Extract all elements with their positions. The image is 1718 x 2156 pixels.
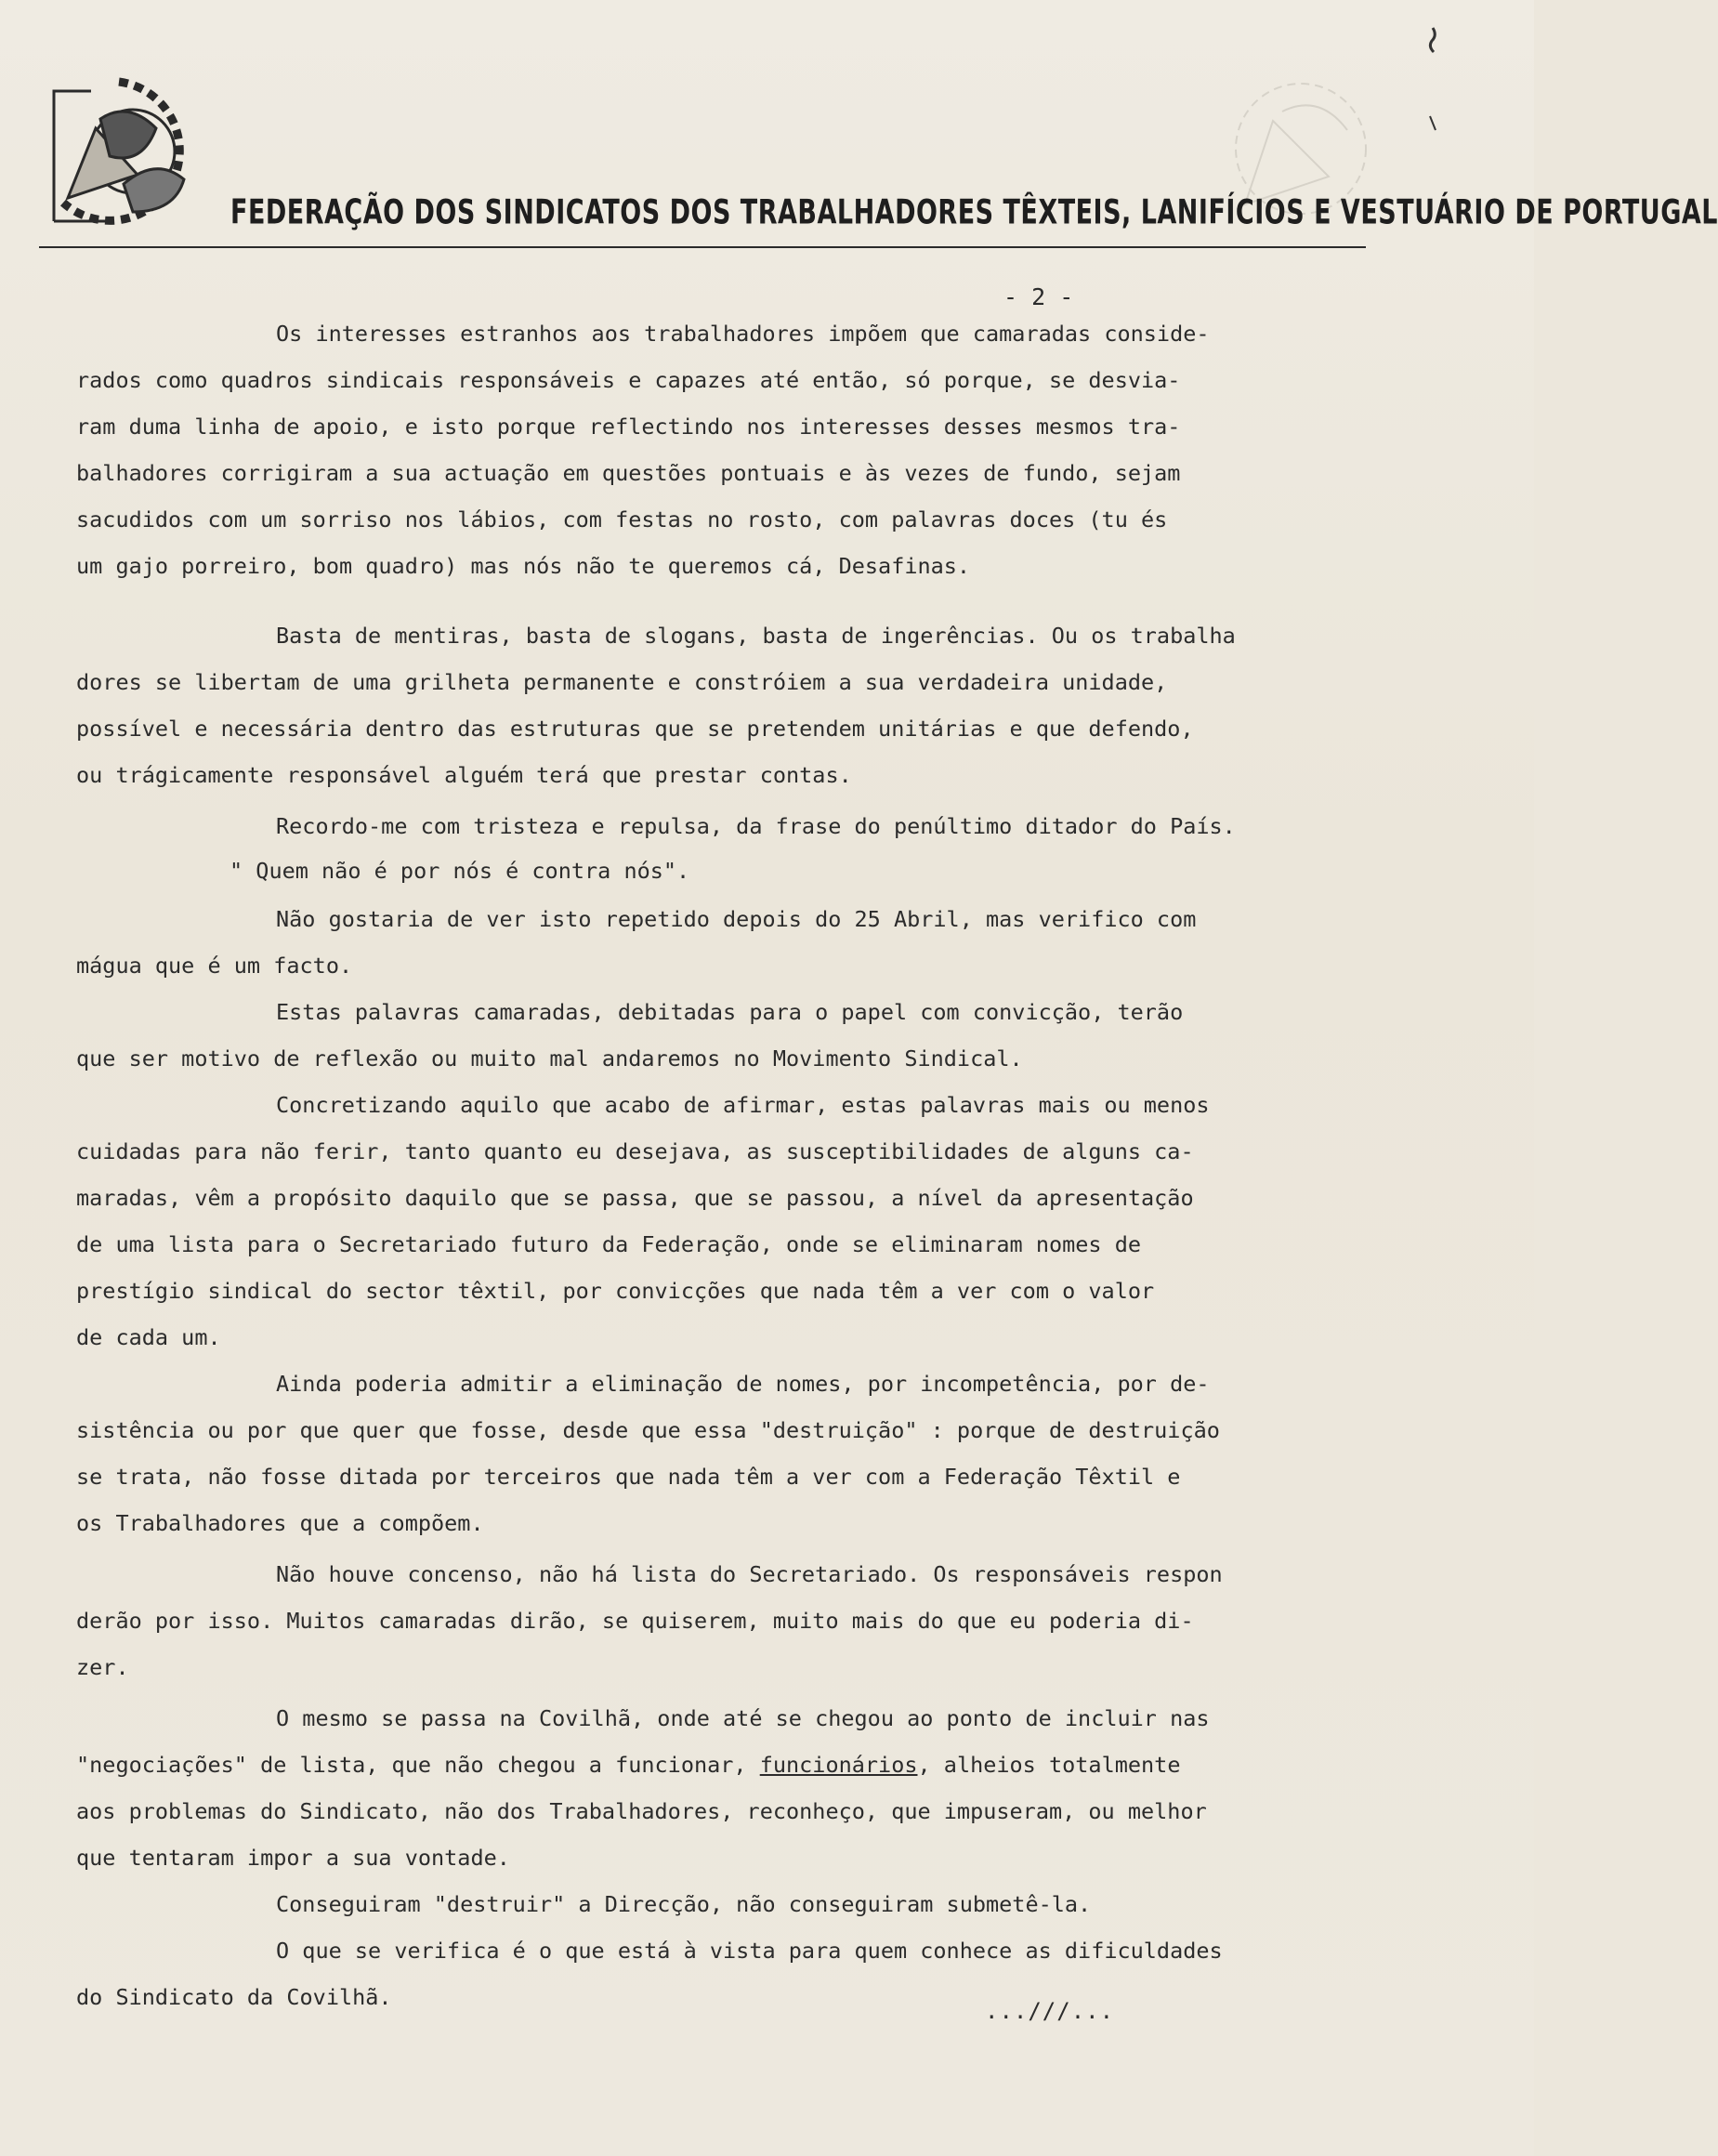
text-line: O mesmo se passa na Covilhã, onde até se chegou ao ponto de incluir nas xyxy=(276,1705,1210,1731)
text-line: O que se verifica é o que está à vista para quem conhece as dificuldades xyxy=(276,1938,1223,1964)
text-line: sistência ou por que quer que fosse, desde que essa "destruição" : porque de destruição xyxy=(76,1417,1220,1443)
text-fragment: , alheios totalmente xyxy=(917,1752,1181,1778)
text-line: se trata, não fosse ditada por terceiros que nada têm a ver com a Federação Têxtil e xyxy=(76,1464,1181,1490)
text-line: de cada um. xyxy=(76,1324,221,1350)
organization-title: FEDERAÇÃO DOS SINDICATOS DOS TRABALHADORES TÊXTEIS, LANIFÍCIOS E VESTUÁRIO DE PORTUGAL xyxy=(230,193,1718,232)
text-line: rados como quadros sindicais responsáveis e capazes até então, só porque, se desvia- xyxy=(76,367,1181,393)
corner-punch-mark-icon xyxy=(1424,28,1441,130)
textile-federation-logo-icon xyxy=(35,63,203,226)
text-line: mágua que é um facto. xyxy=(76,953,353,979)
text-line: maradas, vêm a propósito daquilo que se passa, que se passou, a nível da apresentação xyxy=(76,1185,1194,1211)
text-line: de uma lista para o Secretariado futuro da Federação, onde se eliminaram nomes de xyxy=(76,1231,1142,1257)
text-line: ram duma linha de apoio, e isto porque reflectindo nos interesses desses mesmos tra- xyxy=(76,414,1181,440)
quote-line: " Quem não é por nós é contra nós". xyxy=(230,858,690,884)
text-line: aos problemas do Sindicato, não dos Trabalhadores, reconheço, que impuseram, ou melhor xyxy=(76,1798,1207,1824)
text-line: possível e necessária dentro das estruturas que se pretendem unitárias e que defendo, xyxy=(76,716,1194,742)
page-number: - 2 - xyxy=(1003,283,1074,310)
text-line: Não gostaria de ver isto repetido depois do 25 Abril, mas verifico com xyxy=(276,906,1197,932)
text-line: prestígio sindical do sector têxtil, por convicções que nada têm a ver com o valor xyxy=(76,1278,1155,1304)
text-line: Basta de mentiras, basta de slogans, basta de ingerências. Ou os trabalha xyxy=(276,623,1236,649)
text-line: dores se libertam de uma grilheta permanente e constróiem a sua verdadeira unidade, xyxy=(76,669,1168,695)
text-fragment: "negociações" de lista, que não chegou a funcionar, xyxy=(76,1752,760,1778)
text-line: Os interesses estranhos aos trabalhadores impõem que camaradas conside- xyxy=(276,321,1210,347)
text-line: Concretizando aquilo que acabo de afirmar, estas palavras mais ou menos xyxy=(276,1092,1210,1118)
text-line: Estas palavras camaradas, debitadas para o papel com convicção, terão xyxy=(276,999,1184,1025)
text-line: balhadores corrigiram a sua actuação em questões pontuais e às vezes de fundo, sejam xyxy=(76,460,1181,486)
text-line: Ainda poderia admitir a eliminação de nomes, por incompetência, por de- xyxy=(276,1371,1210,1397)
underlined-word: funcionários xyxy=(759,1752,918,1778)
text-line: ou trágicamente responsável alguém terá que prestar contas. xyxy=(76,762,852,788)
text-line: que ser motivo de reflexão ou muito mal andaremos no Movimento Sindical. xyxy=(76,1045,1023,1071)
text-line xyxy=(76,1752,1180,1778)
text-line: que tentaram impor a sua vontade. xyxy=(76,1845,510,1871)
text-line: zer. xyxy=(76,1654,129,1680)
header-divider xyxy=(39,246,1366,248)
text-line: um gajo porreiro, bom quadro) mas nós não te queremos cá, Desafinas. xyxy=(76,553,971,579)
text-line: Recordo-me com tristeza e repulsa, da frase do penúltimo ditador do País. xyxy=(276,813,1236,839)
text-line: sacudidos com um sorriso nos lábios, com festas no rosto, com palavras doces (tu és xyxy=(76,506,1168,532)
text-line: Conseguiram "destruir" a Direcção, não conseguiram submetê-la. xyxy=(276,1891,1092,1917)
text-line: derão por isso. Muitos camaradas dirão, se quiserem, muito mais do que eu poderia di- xyxy=(76,1608,1194,1634)
continuation-mark: ...///... xyxy=(985,1998,1115,2024)
text-line: os Trabalhadores que a compõem. xyxy=(76,1510,484,1536)
text-line: Não houve concenso, não há lista do Secretariado. Os responsáveis respon xyxy=(276,1561,1223,1587)
text-line: do Sindicato da Covilhã. xyxy=(76,1984,392,2010)
text-line: cuidadas para não ferir, tanto quanto eu desejava, as susceptibilidades de alguns ca- xyxy=(76,1138,1194,1164)
